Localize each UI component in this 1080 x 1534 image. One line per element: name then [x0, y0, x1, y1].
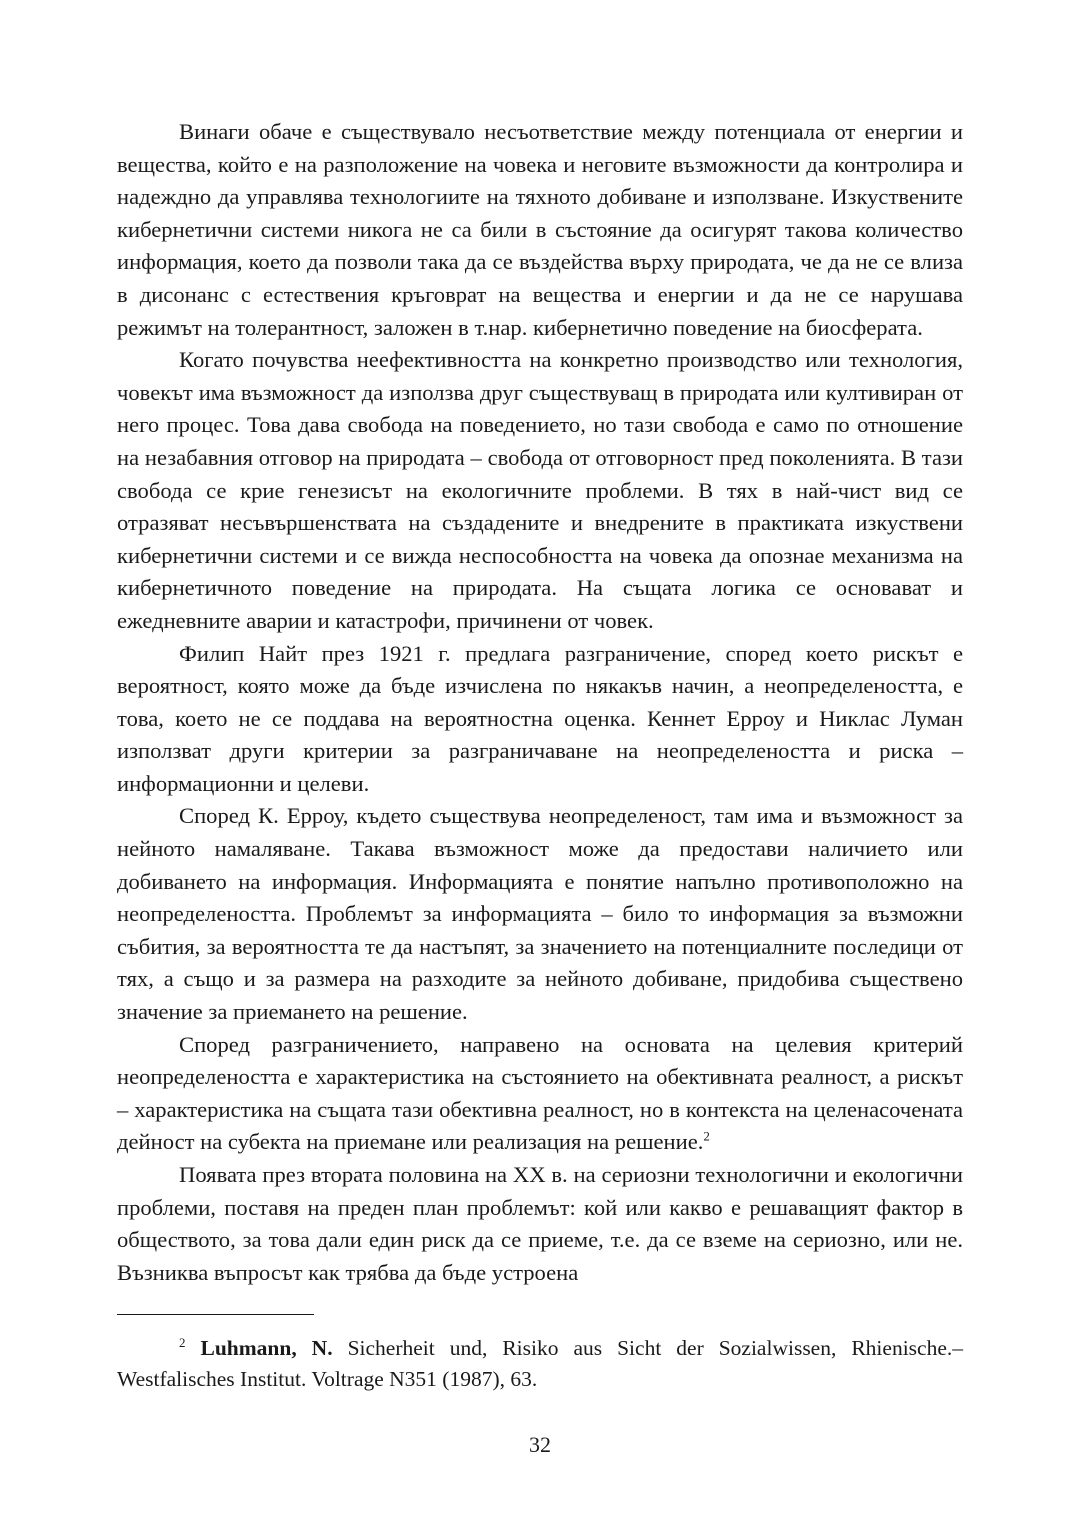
body-text [117, 116, 963, 1289]
footnote-text: Sicherheit und, Risiko aus Sicht der Sozialwissen, Rhienische.– Westfalisches Institut. Voltrage N351 (1987), 63. [117, 1336, 963, 1391]
footnote-author: Luhmann, N. [200, 1336, 333, 1360]
paragraph-1: Винаги обаче е съществувало несъответствие между потенциала от енергии и вещества, който е на разположение на човека и неговите възможности да контролира и надеждно да управлява технологиите на тяхното добиване и използване. Изкуствените кибернетични системи никога не са били в състояние да осигурят такова количество информация, което да позволи така да се въздейства върху природата, че да не се влиза в дисонанс с естествения кръговрат на вещества и енергии и да не се нарушава режимът на толерантност, заложен в т.нар. кибернетично поведение на биосферата. [117, 119, 963, 340]
paragraph-3: Филип Найт през 1921 г. предлага разграничение, според което рискът е вероятност, която може да бъде изчислена по някакъв начин, а неопределеността, е това, което не се поддава на вероятностна оценка. Кеннет Ерроу и Никлас Луман използват други критерии за разграничаване на неопределеността и риска – информационни и целеви. [117, 640, 963, 796]
paragraph-5 [117, 1029, 963, 1159]
footnote-separator [117, 1314, 314, 1315]
paragraph-5-text: Според разграничението, направено на основата на целевия критерий неопределеността е характеристика на състоянието на обективната реалност, а рискът – характеристика на същата тази обективна реалност, но в контекста на целенасочената дейност на субекта на приемане или реализация на решение. [117, 1031, 963, 1155]
footnote-mark: 2 [179, 1334, 186, 1350]
paragraph-6: Появата през втората половина на XX в. на сериозни технологични и екологични проблеми, поставя на преден план проблемът: кой или какво е решаващият фактор в обществото, за това дали един риск да се приеме, т.е. да се вземе на сериозно, или не. Възниква въпросът как трябва да бъде устроена [117, 1162, 963, 1285]
page-number: 32 [529, 1432, 551, 1457]
footnote-reference[interactable]: 2 [703, 1128, 710, 1144]
footnote [117, 1333, 963, 1395]
paragraph-2: Когато почувства неефективността на конкретно производство или технология, човекът има възможност да използва друг съществуващ в природата или култивиран от него процес. Това дава свобода на поведението, но тази свобода е само по отношение на незабавния отговор на природата – свобода от отговорност пред поколенията. В тази свобода се крие генезисът на екологичните проблеми. В тях в най-чист вид се отразяват несъвършенствата на създадените и внедрените в практиката изкуствени кибернетични системи и се вижда неспособността на човека да опознае механизма на кибернетичното поведение на природата. На същата логика се основават и ежедневните аварии и катастрофи, причинени от човек. [117, 347, 963, 633]
paragraph-4: Според К. Ерроу, където съществува неопределеност, там има и възможност за нейното намаляване. Такава възможност може да предостави наличието или добиването на информация. Информацията е понятие напълно противоположно на неопределеността. Проблемът за информацията – било то информация за възможни събития, за вероятността те да настъпят, за значението на потенциалните последици от тях, а също и за размера на разходите за нейното добиване, придобива съществено значение за приемането на решение. [117, 803, 963, 1025]
